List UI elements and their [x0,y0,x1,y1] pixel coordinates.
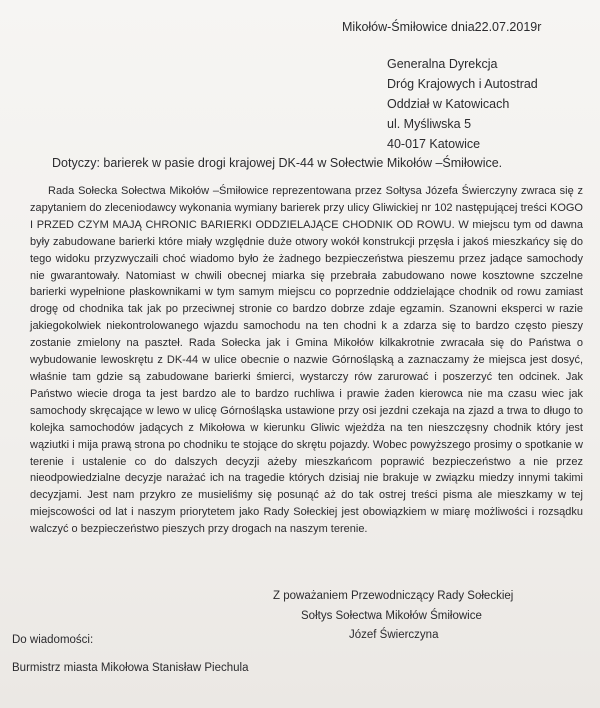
signature-block [273,587,513,646]
cc-heading: Do wiadomości: [12,634,94,646]
recipient-line: ul. Myśliwska 5 [387,117,472,131]
signature-line: Józef Świerczyna [349,629,439,641]
cc-recipient: Burmistrz miasta Mikołowa Stanisław Piechula [12,662,249,674]
recipient-line: 40-017 Katowice [387,137,481,151]
recipient-address [387,54,538,154]
letter-subject: Dotyczy: barierek w pasie drogi krajowej DK-44 w Sołectwie Mikołów –Śmiłowice. [52,156,503,170]
recipient-line: Dróg Krajowych i Autostrad [387,77,538,91]
letter-body [30,183,583,538]
place-and-date: Mikołów-Śmiłowice dnia22.07.2019r [342,20,542,34]
signature-line: Z poważaniem Przewodniczący Rady Sołeckiej [273,590,514,602]
recipient-line: Oddział w Katowicach [387,97,510,111]
recipient-line: Generalna Dyrekcja [387,57,498,71]
signature-line: Sołtys Sołectwa Mikołów Śmiłowice [301,609,482,622]
body-paragraph: Rada Sołecka Sołectwa Mikołów –Śmiłowice reprezentowana przez Sołtysa Józefa Świerczyny zwraca się z zapytaniem do zleceniodawcy wykonania wymiany barierek przy ulicy Gliwickiej nr 102 następującej treści KOGO I PRZED CZYM MAJĄ CHRONIC BARIERKI ODDZIELAJĄCE CHODNIK OD ROWU. W miejscu tym od dawna były zabudowane barierki które miały względnie duże otwory wokół konstrukcji przęsła i jakoś mieszkańcy się do tego widoku przyzwyczaili choć wiadomo było że żadnego bezpieczeństwa pieszemu przez jadące samochody nie gwarantowały. Natomiast w chwili obecnej miarka się przebrała zabudowano nowe kosztowne szczelne barierki wypełnione płaskownikami w tym samym miejscu co poprzednie oddzielające chodnik od rowu zamiast drogę od chodnika tak jak po przeciwnej stronie co bardzo dobrze zdaje egzamin. Szanowni eksperci w razie jakiegokolwiek niekontrolowanego wjazdu samochodu na ten chodni k a zdarza się to bardzo często pieszy zostanie zmielony na paszteł. Rada Sołecka jak i Gmina Mikołów kilkakrotnie zwracała się do Państwa o wybudowanie lewoskrętu z DK-44 w ulice obecnie o nazwie Górnośląską a zaznaczamy że miejsca jest dosyć, właśnie tam gdzie są zabudowane barierki śmierci, wystarczy rów zarurować i poszerzyć ten odcinek. Jak Państwo wiecie droga ta jest bardzo ale to bardzo ruchliwa i prawie żaden kierowca nie ma czasu wiec jak samochody skręcające w lewo w ulicę Górnośląska ustawione przy osi jezdni czekaja na zjazd a trwa to długo to kolejka samochodów jadących z Mikołowa w kierunku Gliwic wjeżdża na ten nieszczęsny chodnik który jest wąziutki i mija prawą strona po chodniku te stojące do skrętu pojazdy. Wobec powyższego prosimy o spotkanie w terenie i ustalenie co do dalszych decyzji ażeby mieszkańcom poprawić bezpieczeństwo a nie przez nieodpowiedzialne decyzje narażać ich na tragedie których dzisiaj nie brakuje w związku miedzy innymi takimi decyzjami. Jest nam przykro ze musieliśmy się posunąć aż do tak ostrej treści pisma ale mieszkamy w tej miejscowości od lat i naszym priorytetem jako Rady Sołeckiej jest obowiązkiem w miarę możliwości i rozsądku walczyć o bezpieczeństwo pieszych przy drogach na naszym terenie. [30,185,583,536]
